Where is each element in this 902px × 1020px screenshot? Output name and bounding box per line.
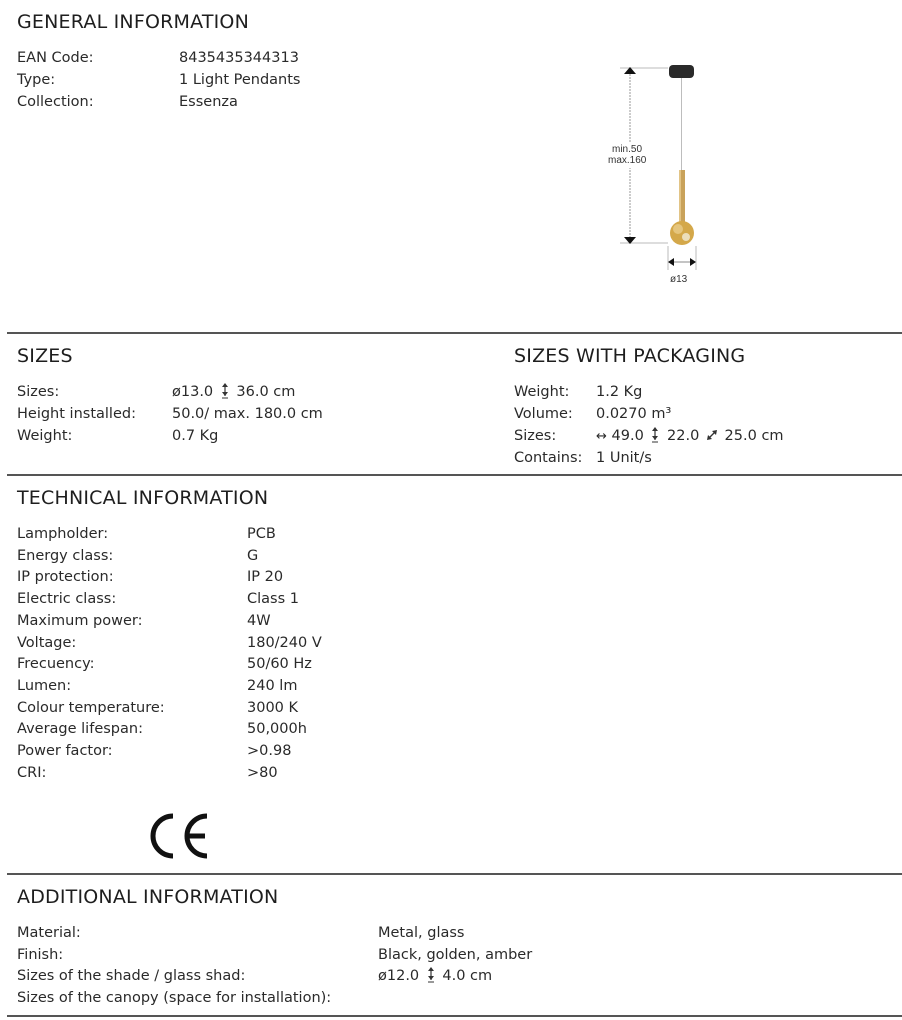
sizes-value: ø13.0 36.0 cm bbox=[172, 384, 296, 400]
tech-value-frequency: 50/60 Hz bbox=[247, 656, 312, 672]
packaging-sizes-label: Sizes: bbox=[514, 428, 557, 444]
tech-value-lampholder: PCB bbox=[247, 526, 276, 542]
tech-label-voltage: Voltage: bbox=[17, 635, 77, 651]
type-value: 1 Light Pendants bbox=[179, 72, 301, 88]
tech-label-energy-class: Energy class: bbox=[17, 548, 114, 564]
weight-label: Weight: bbox=[17, 428, 73, 444]
diameter-label: ø13 bbox=[670, 274, 688, 285]
material-label: Material: bbox=[17, 925, 81, 941]
packaging-contains-label: Contains: bbox=[514, 450, 583, 466]
pendant-lamp-drawing-icon bbox=[590, 58, 720, 298]
packaging-volume-label: Volume: bbox=[514, 406, 573, 422]
section-divider bbox=[7, 474, 902, 476]
tech-value-colour-temperature: 3000 K bbox=[247, 700, 299, 716]
ean-label: EAN Code: bbox=[17, 50, 94, 66]
height-installed-value: 50.0/ max. 180.0 cm bbox=[172, 406, 323, 422]
tech-value-cri: >80 bbox=[247, 765, 278, 781]
sizes-title: SIZES bbox=[17, 345, 73, 367]
depth-arrow-icon bbox=[706, 429, 718, 441]
technical-information-title: TECHNICAL INFORMATION bbox=[17, 487, 269, 509]
collection-value: Essenza bbox=[179, 94, 238, 110]
height-arrow-icon bbox=[221, 383, 229, 399]
height-arrow-icon bbox=[427, 967, 435, 983]
packaging-weight-value: 1.2 Kg bbox=[596, 384, 643, 400]
sizes-label: Sizes: bbox=[17, 384, 60, 400]
finish-value: Black, golden, amber bbox=[378, 947, 533, 963]
height-range-label-max: max.160 bbox=[608, 155, 647, 166]
tech-value-lumen: 240 lm bbox=[247, 678, 298, 694]
height-installed-label: Height installed: bbox=[17, 406, 136, 422]
packaging-weight-label: Weight: bbox=[514, 384, 570, 400]
canopy-size-label: Sizes of the canopy (space for installation): bbox=[17, 990, 332, 1006]
tech-value-energy-class: G bbox=[247, 548, 259, 564]
packaging-contains-value: 1 Unit/s bbox=[596, 450, 652, 466]
shade-size-value: ø12.0 4.0 cm bbox=[378, 968, 493, 984]
ce-certification-icon bbox=[149, 812, 211, 864]
tech-label-ip-protection: IP protection: bbox=[17, 569, 114, 585]
tech-value-electric-class: Class 1 bbox=[247, 591, 299, 607]
weight-value: 0.7 Kg bbox=[172, 428, 219, 444]
packaging-title: SIZES WITH PACKAGING bbox=[514, 345, 746, 367]
general-information-title: GENERAL INFORMATION bbox=[17, 11, 249, 33]
additional-information-title: ADDITIONAL INFORMATION bbox=[17, 886, 279, 908]
tech-value-power-factor: >0.98 bbox=[247, 743, 292, 759]
tech-label-power-factor: Power factor: bbox=[17, 743, 113, 759]
tech-label-lampholder: Lampholder: bbox=[17, 526, 109, 542]
material-value: Metal, glass bbox=[378, 925, 465, 941]
ean-value: 8435435344313 bbox=[179, 50, 299, 66]
tech-label-average-lifespan: Average lifespan: bbox=[17, 721, 143, 737]
shade-size-label: Sizes of the shade / glass shad: bbox=[17, 968, 246, 984]
finish-label: Finish: bbox=[17, 947, 64, 963]
collection-label: Collection: bbox=[17, 94, 94, 110]
tech-value-ip-protection: IP 20 bbox=[247, 569, 284, 585]
tech-label-electric-class: Electric class: bbox=[17, 591, 117, 607]
section-divider bbox=[7, 873, 902, 875]
section-divider bbox=[7, 332, 902, 334]
tech-value-voltage: 180/240 V bbox=[247, 635, 322, 651]
tech-label-maximum-power: Maximum power: bbox=[17, 613, 143, 629]
height-range-label-min: min.50 bbox=[612, 144, 643, 155]
packaging-volume-value: 0.0270 m³ bbox=[596, 406, 672, 422]
tech-value-average-lifespan: 50,000h bbox=[247, 721, 307, 737]
section-divider bbox=[7, 1015, 902, 1017]
height-arrow-icon bbox=[651, 427, 659, 443]
tech-label-lumen: Lumen: bbox=[17, 678, 72, 694]
tech-label-frequency: Frecuency: bbox=[17, 656, 95, 672]
width-arrow-icon: ↔ bbox=[596, 429, 607, 444]
product-dimension-diagram bbox=[590, 58, 720, 298]
packaging-sizes-value: ↔ 49.0 22.0 25.0 cm bbox=[596, 426, 784, 448]
tech-label-colour-temperature: Colour temperature: bbox=[17, 700, 165, 716]
tech-value-maximum-power: 4W bbox=[247, 613, 271, 629]
type-label: Type: bbox=[17, 72, 56, 88]
tech-label-cri: CRI: bbox=[17, 765, 47, 781]
